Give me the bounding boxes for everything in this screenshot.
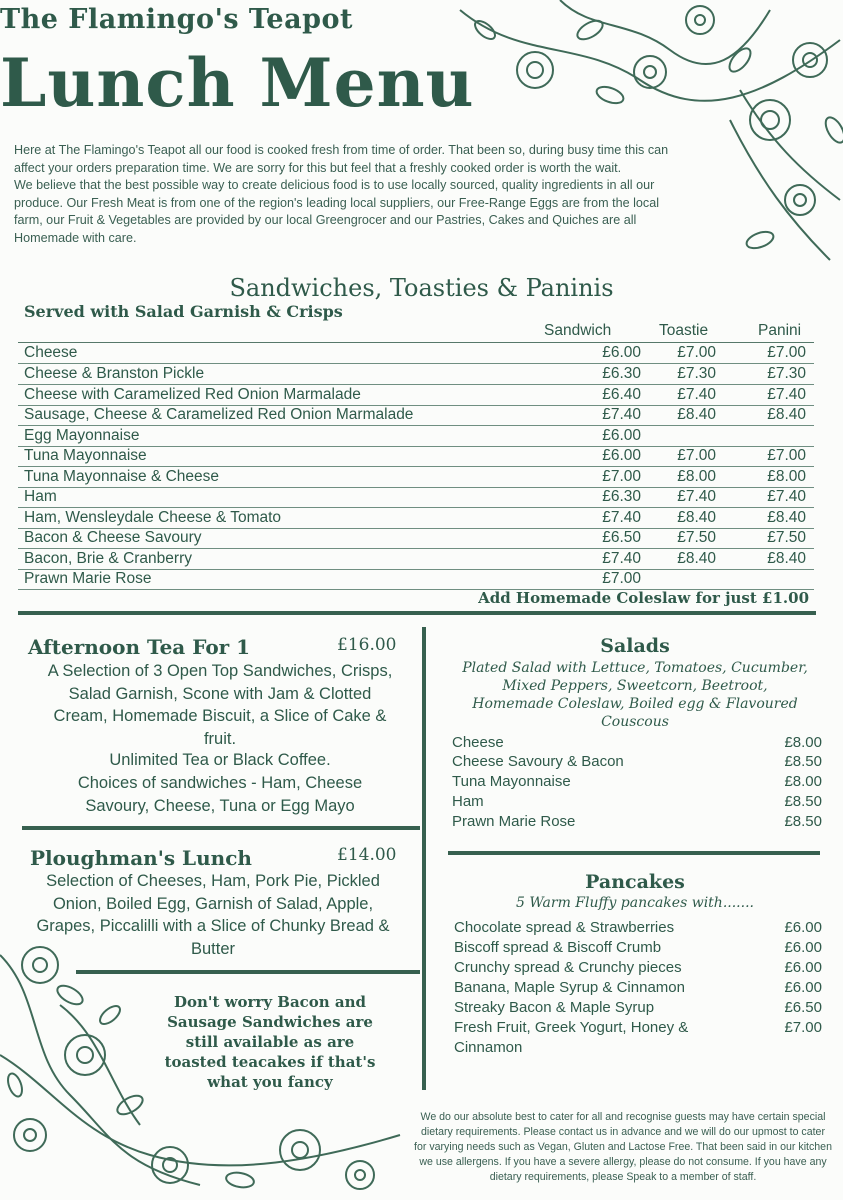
panini-price: £8.00 (767, 468, 806, 485)
pancake-name: Cinnamon (454, 1039, 523, 1056)
intro-paragraph-1: Here at The Flamingo's Teapot all our food is cooked fresh from time of order. That been so, during busy time this can affect your orders preparation time. We are sorry for this but feel that a freshly cooked order is worth the wait. (14, 143, 669, 175)
ploughmans-bottom-rule (76, 970, 420, 974)
panini-price: £7.40 (767, 386, 806, 403)
table-row (18, 569, 814, 590)
panini-price: £7.30 (767, 365, 806, 382)
list-item (452, 813, 822, 833)
afternoon-tea-choices: Choices of sandwiches - Ham, Cheese Savoury, Cheese, Tuna or Egg Mayo (77, 774, 363, 815)
table-row (18, 426, 814, 447)
item-name: Ham, Wensleydale Cheese & Tomato (24, 509, 282, 526)
panini-price: £8.40 (767, 406, 806, 423)
table-row (18, 549, 814, 570)
pancake-name: Streaky Bacon & Maple Syrup (454, 999, 655, 1016)
menu-title: Lunch Menu (0, 44, 475, 122)
sandwich-price: £6.00 (602, 427, 641, 444)
salad-price: £8.00 (784, 734, 822, 751)
salads-bottom-rule (448, 851, 820, 855)
salad-price: £8.50 (784, 813, 822, 830)
list-item (452, 793, 822, 813)
table-row (18, 487, 814, 508)
toastie-price: £8.40 (677, 509, 716, 526)
salad-name: Ham (452, 793, 484, 810)
list-item (454, 919, 822, 939)
list-item (452, 734, 822, 754)
salad-price: £8.50 (784, 753, 822, 770)
pancake-name: Banana, Maple Syrup & Cinnamon (454, 979, 685, 996)
toastie-price: £8.40 (677, 406, 716, 423)
pancake-price: £7.00 (784, 1019, 822, 1036)
table-row (18, 405, 814, 426)
intro-paragraph-2: We believe that the best possible way to create delicious food is to use locally sourced, quality ingredients in all our produce. Our Fresh Meat is from one of the region's leading local suppliers, our Free-Range Eggs are from the local farm, our Fruit & Vegetables are provided by our local Greengrocer and our Pastries, Cakes and Quiches are all Homemade with care. (14, 178, 660, 245)
item-name: Ham (24, 488, 57, 505)
sandwich-price: £6.00 (602, 344, 641, 361)
panini-price: £8.40 (767, 550, 806, 567)
column-divider (422, 627, 426, 1090)
panini-price: £7.40 (767, 488, 806, 505)
column-header-panini: Panini (758, 322, 802, 339)
sandwiches-bottom-rule (18, 611, 816, 615)
pancake-name: Fresh Fruit, Greek Yogurt, Honey & (454, 1019, 689, 1036)
afternoon-tea-drinks: Unlimited Tea or Black Coffee. (109, 751, 331, 769)
salads-title: Salads (600, 635, 670, 657)
item-name: Egg Mayonnaise (24, 427, 140, 444)
sandwiches-title: Sandwiches, Toasties & Paninis (229, 274, 614, 302)
item-name: Cheese & Branston Pickle (24, 365, 205, 382)
bacon-note: Don't worry Bacon and Sausage Sandwiches are still available as are toasted teacakes if that's what you fancy (164, 993, 376, 1091)
cafe-name: The Flamingo's Teapot (0, 4, 353, 35)
item-name: Prawn Marie Rose (24, 570, 152, 587)
salad-name: Prawn Marie Rose (452, 813, 576, 830)
salad-name: Cheese (452, 734, 504, 751)
table-row (18, 446, 814, 467)
toastie-price: £7.00 (677, 344, 716, 361)
ploughmans-price: £14.00 (337, 845, 397, 865)
pancake-name: Biscoff spread & Biscoff Crumb (454, 939, 662, 956)
sandwich-price: £7.40 (602, 406, 641, 423)
sandwich-price: £7.00 (602, 570, 641, 587)
panini-price: £7.00 (767, 344, 806, 361)
salads-description: Plated Salad with Lettuce, Tomatoes, Cucumber, Mixed Peppers, Sweetcorn, Beetroot, Homemade Coleslaw, Boiled egg & Flavoured Couscous (462, 660, 808, 730)
list-item (454, 979, 822, 999)
afternoon-tea-bottom-rule (22, 826, 420, 830)
table-row (18, 528, 814, 549)
sandwich-price: £6.00 (602, 447, 641, 464)
list-item (454, 1019, 822, 1039)
sandwich-price: £7.40 (602, 509, 641, 526)
list-item (454, 939, 822, 959)
panini-price: £7.00 (767, 447, 806, 464)
pancakes-title: Pancakes (585, 871, 685, 893)
pancake-price: £6.00 (784, 959, 822, 976)
allergy-note: We do our absolute best to cater for all and recognise guests may have certain special dietary requirements. Please contact us in advance and we will do our upmost to cater for varying needs such as Vegan, Gluten and Lactose Free. That been said in our kitchen we use allergens. If you have a severe allergy, please do not consume. If you have any dietary requirements, please Speak to a member of staff. (414, 1111, 832, 1183)
table-row (18, 364, 814, 385)
list-item (452, 773, 822, 793)
table-row (18, 385, 814, 406)
afternoon-tea-description: A Selection of 3 Open Top Sandwiches, Crisps, Salad Garnish, Scone with Jam & Clotted Cream, Homemade Biscuit, a Slice of Cake & fruit. (47, 662, 393, 748)
column-header-toastie: Toastie (659, 322, 709, 339)
sandwich-price: £7.00 (602, 468, 641, 485)
afternoon-tea-price: £16.00 (337, 635, 397, 655)
salad-price: £8.00 (784, 773, 822, 790)
table-row (18, 508, 814, 529)
panini-price: £8.40 (767, 509, 806, 526)
list-item (454, 959, 822, 979)
salad-price: £8.50 (784, 793, 822, 810)
column-header-sandwich: Sandwich (544, 322, 612, 339)
sandwich-price: £6.30 (602, 488, 641, 505)
toastie-price: £7.30 (677, 365, 716, 382)
item-name: Tuna Mayonnaise (24, 447, 147, 464)
ploughmans-title: Ploughman's Lunch (30, 846, 252, 870)
pancakes-subtitle: 5 Warm Fluffy pancakes with....... (516, 895, 754, 911)
item-name: Bacon, Brie & Cranberry (24, 550, 192, 567)
table-row (18, 343, 814, 364)
item-name: Cheese (24, 344, 78, 361)
panini-price: £7.50 (767, 529, 806, 546)
coleslaw-note: Add Homemade Coleslaw for just £1.00 (478, 589, 809, 607)
toastie-price: £7.00 (677, 447, 716, 464)
table-row (18, 467, 814, 488)
salad-name: Cheese Savoury & Bacon (452, 753, 624, 770)
sandwich-price: £6.30 (602, 365, 641, 382)
sandwich-price: £7.40 (602, 550, 641, 567)
toastie-price: £8.00 (677, 468, 716, 485)
pancake-price: £6.50 (784, 999, 822, 1016)
pancake-name: Chocolate spread & Strawberries (454, 919, 675, 936)
list-item (452, 753, 822, 773)
item-name: Cheese with Caramelized Red Onion Marmalade (24, 386, 361, 403)
item-name: Tuna Mayonnaise & Cheese (24, 468, 220, 485)
pancake-price: £6.00 (784, 979, 822, 996)
sandwich-price: £6.50 (602, 529, 641, 546)
pancake-price: £6.00 (784, 939, 822, 956)
list-item (454, 1039, 822, 1059)
pancake-name: Crunchy spread & Crunchy pieces (454, 959, 682, 976)
list-item (454, 999, 822, 1019)
sandwich-price: £6.40 (602, 386, 641, 403)
toastie-price: £7.40 (677, 488, 716, 505)
item-name: Sausage, Cheese & Caramelized Red Onion Marmalade (24, 406, 414, 423)
toastie-price: £7.40 (677, 386, 716, 403)
item-name: Bacon & Cheese Savoury (24, 529, 202, 546)
salad-name: Tuna Mayonnaise (452, 773, 571, 790)
toastie-price: £8.40 (677, 550, 716, 567)
ploughmans-description: Selection of Cheeses, Ham, Pork Pie, Pickled Onion, Boiled Egg, Garnish of Salad, Apple, Grapes, Piccalilli with a Slice of Chunky Bread & Butter (36, 872, 390, 958)
toastie-price: £7.50 (677, 529, 716, 546)
afternoon-tea-title: Afternoon Tea For 1 (28, 635, 251, 659)
pancake-price: £6.00 (784, 919, 822, 936)
intro-text (14, 142, 680, 247)
sandwiches-subtitle: Served with Salad Garnish & Crisps (24, 302, 343, 321)
